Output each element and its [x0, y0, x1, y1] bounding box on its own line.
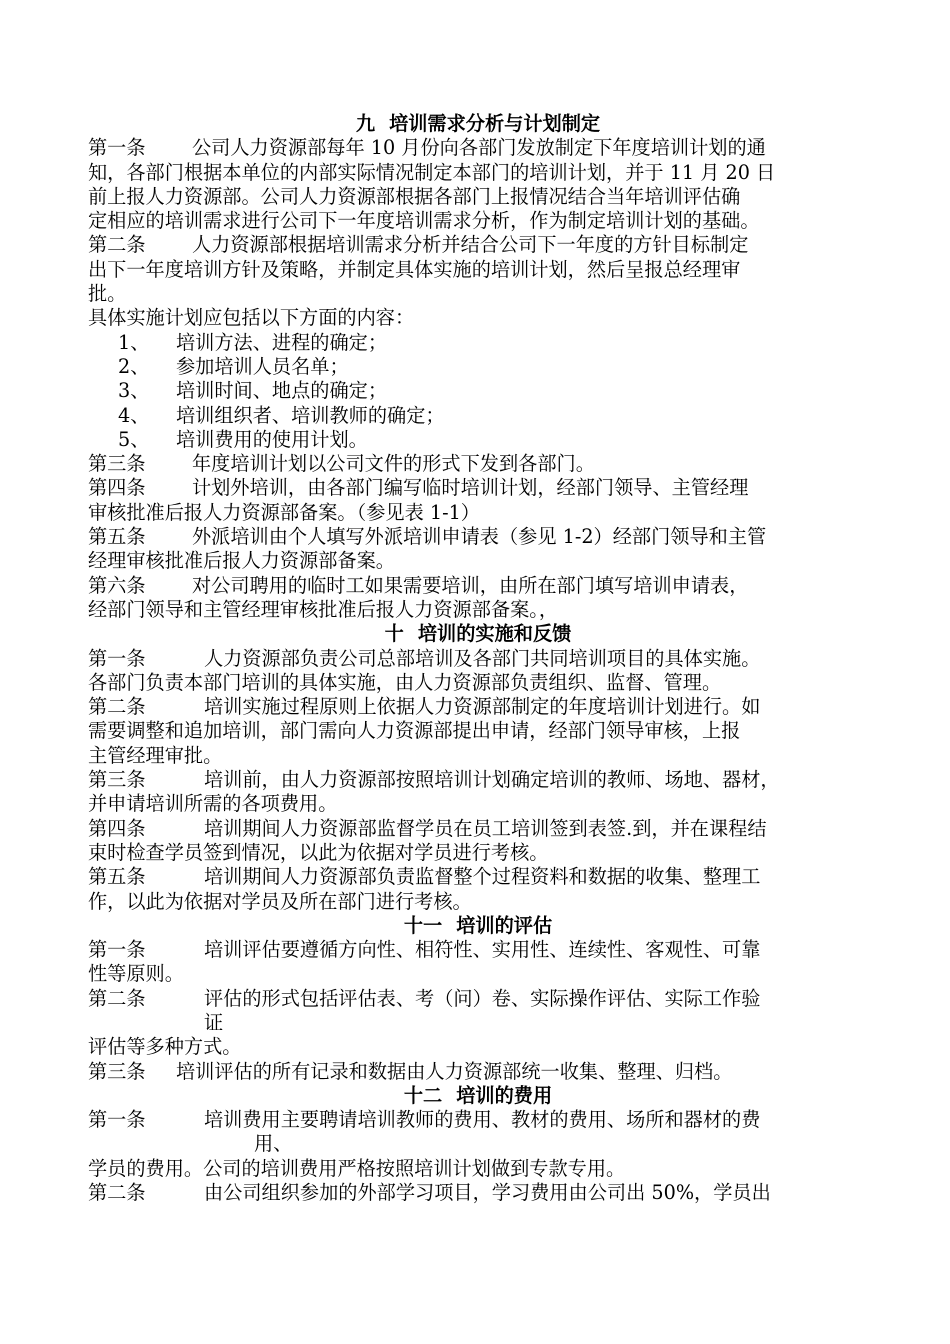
article-line [88, 574, 868, 598]
list-text: 培训方法、进程的确定； [176, 330, 388, 354]
document-page [88, 112, 868, 1205]
article-label: 第二条 [88, 233, 146, 257]
section-12-heading [88, 1084, 868, 1108]
article-text: 培训评估要遵循方向性、相符性、实用性、连续性、客观性、可靠 [204, 938, 761, 962]
article-label: 第一条 [88, 938, 146, 962]
article-text: 定相应的培训需求进行公司下一年度培训需求分析，作为制定培训计划的基础。 [88, 209, 760, 233]
article-label: 第五条 [88, 865, 146, 889]
plan-intro: 具体实施计划应包括以下方面的内容： [88, 306, 415, 330]
article-text: 经部门领导和主管经理审核批准后报人力资源部备案。， [88, 597, 559, 621]
section-number: 九 [355, 112, 376, 135]
article-text: 计划外培训，由各部门编写临时培训计划，经部门领导、主管经理 [192, 476, 749, 500]
article-text: 培训期间人力资源部监督学员在员工培训签到表签.到，并在课程结 [204, 816, 767, 840]
article-text: 人力资源部负责公司总部培训及各部门共同培训项目的具体实施。 [204, 646, 761, 670]
article-line [88, 647, 868, 671]
article-line [88, 938, 868, 962]
article-label: 第六条 [88, 573, 146, 597]
article-text: 学员的费用。公司的培训费用严格按照培训计划做到专款专用。 [88, 1156, 626, 1180]
article-text-block [204, 1108, 760, 1157]
article-text: 外派培训由个人填写外派培训申请表（参见 1-2）经部门领导和主管 [192, 525, 767, 549]
list-number: 4、 [118, 403, 150, 427]
section-9-heading [88, 112, 868, 136]
article-text: 主管经理审批。 [88, 743, 223, 767]
list-item [88, 355, 868, 379]
article-text: 培训期间人力资源部负责监督整个过程资料和数据的收集、整理工 [204, 865, 761, 889]
article-text: 作，以此为依据对学员及所在部门进行考核。 [88, 889, 472, 913]
article-text: 知，各部门根据本单位的内部实际情况制定本部门的培训计划，并于 11 月 20 日 [88, 160, 776, 184]
article-text: 需要调整和追加培训，部门需向人力资源部提出申请，经部门领导审核，上报 [88, 719, 741, 743]
article-text: 公司人力资源部每年 10 月份向各部门发放制定下年度培训计划的通 [192, 136, 766, 160]
list-number: 2、 [118, 354, 150, 378]
article-text: 对公司聘用的临时工如果需要培训，由所在部门填写培训申请表， [192, 573, 749, 597]
list-item [88, 331, 868, 355]
article-text: 培训实施过程原则上依据人力资源部制定的年度培训计划进行。如 [204, 695, 761, 719]
section-10-heading [88, 622, 868, 646]
article-text: 培训评估的所有记录和数据由人力资源部统一收集、整理、归档。 [176, 1059, 733, 1083]
article-label: 第一条 [88, 136, 146, 160]
article-text: 年度培训计划以公司文件的形式下发到各部门。 [192, 452, 595, 476]
article-line [88, 865, 868, 889]
article-line [88, 136, 868, 160]
article-text: 培训前，由人力资源部按照培训计划确定培训的教师、场地、器材， [204, 768, 780, 792]
article-text: 评估的形式包括评估表、考（问）卷、实际操作评估、实际工作验 [204, 986, 761, 1010]
article-text: 由公司组织参加的外部学习项目，学习费用由公司出 50%，学员出 [204, 1181, 771, 1205]
list-number: 1、 [118, 330, 150, 354]
article-text-block [204, 987, 760, 1036]
article-line [88, 233, 868, 257]
article-line [88, 768, 868, 792]
article-label: 第三条 [88, 452, 146, 476]
article-text: 经理审核批准后报人力资源部备案。 [88, 549, 395, 573]
article-text: 评估等多种方式。 [88, 1035, 242, 1059]
article-line [88, 1108, 868, 1157]
article-line [88, 476, 868, 500]
list-number: 3、 [118, 379, 150, 403]
list-number: 5、 [118, 427, 150, 451]
article-text: 培训费用主要聘请培训教师的费用、教材的费用、场所和器材的费 [204, 1108, 761, 1132]
list-text: 参加培训人员名单； [176, 354, 349, 378]
article-line [88, 452, 868, 476]
article-text: 束时检查学员签到情况，以此为依据对学员进行考核。 [88, 840, 549, 864]
article-text: 批。 [88, 282, 127, 306]
list-text: 培训费用的使用计划。 [176, 427, 368, 451]
list-item [88, 404, 868, 428]
article-text: 出下一年度培训方针及策略，并制定具体实施的培训计划，然后呈报总经理审 [88, 257, 741, 281]
article-label: 第二条 [88, 1181, 146, 1205]
article-label: 第三条 [88, 1059, 146, 1083]
article-label: 第四条 [88, 816, 146, 840]
list-text: 培训时间、地点的确定； [176, 379, 388, 403]
article-text: 审核批准后报人力资源部备案。（参见表 1-1） [88, 500, 480, 524]
section-number: 十一 [403, 913, 443, 937]
article-line [88, 1181, 868, 1205]
section-number: 十 [384, 622, 404, 646]
article-text: 前上报人力资源部。公司人力资源部根据各部门上报情况结合当年培训评估确 [88, 184, 741, 208]
article-label: 第三条 [88, 768, 146, 792]
list-item [88, 428, 868, 452]
article-line [88, 525, 868, 549]
section-title: 培训的评估 [456, 913, 553, 937]
article-label: 第二条 [88, 986, 146, 1010]
article-text: 并申请培训所需的各项费用。 [88, 792, 338, 816]
article-line [88, 1060, 868, 1084]
section-11-heading [88, 914, 868, 938]
article-label: 第二条 [88, 695, 146, 719]
article-label: 第四条 [88, 476, 146, 500]
section-title: 培训的费用 [456, 1083, 553, 1107]
section-title: 培训需求分析与计划制定 [389, 112, 601, 135]
list-item [88, 379, 868, 403]
article-label: 第五条 [88, 525, 146, 549]
section-title: 培训的实施和反馈 [417, 622, 572, 646]
article-text: 各部门负责本部门培训的具体实施，由人力资源部负责组织、监督、管理。 [88, 670, 722, 694]
article-text: 性等原则。 [88, 962, 184, 986]
list-text: 培训组织者、培训教师的确定； [176, 403, 445, 427]
article-text: 人力资源部根据培训需求分析并结合公司下一年度的方针目标制定 [192, 233, 749, 257]
article-label: 第一条 [88, 646, 146, 670]
article-line [88, 695, 868, 719]
article-label: 第一条 [88, 1108, 146, 1132]
article-text: 用、 [254, 1132, 293, 1156]
article-text: 证 [204, 1010, 224, 1034]
section-number: 十二 [403, 1083, 443, 1107]
article-line [88, 987, 868, 1036]
article-line [88, 817, 868, 841]
